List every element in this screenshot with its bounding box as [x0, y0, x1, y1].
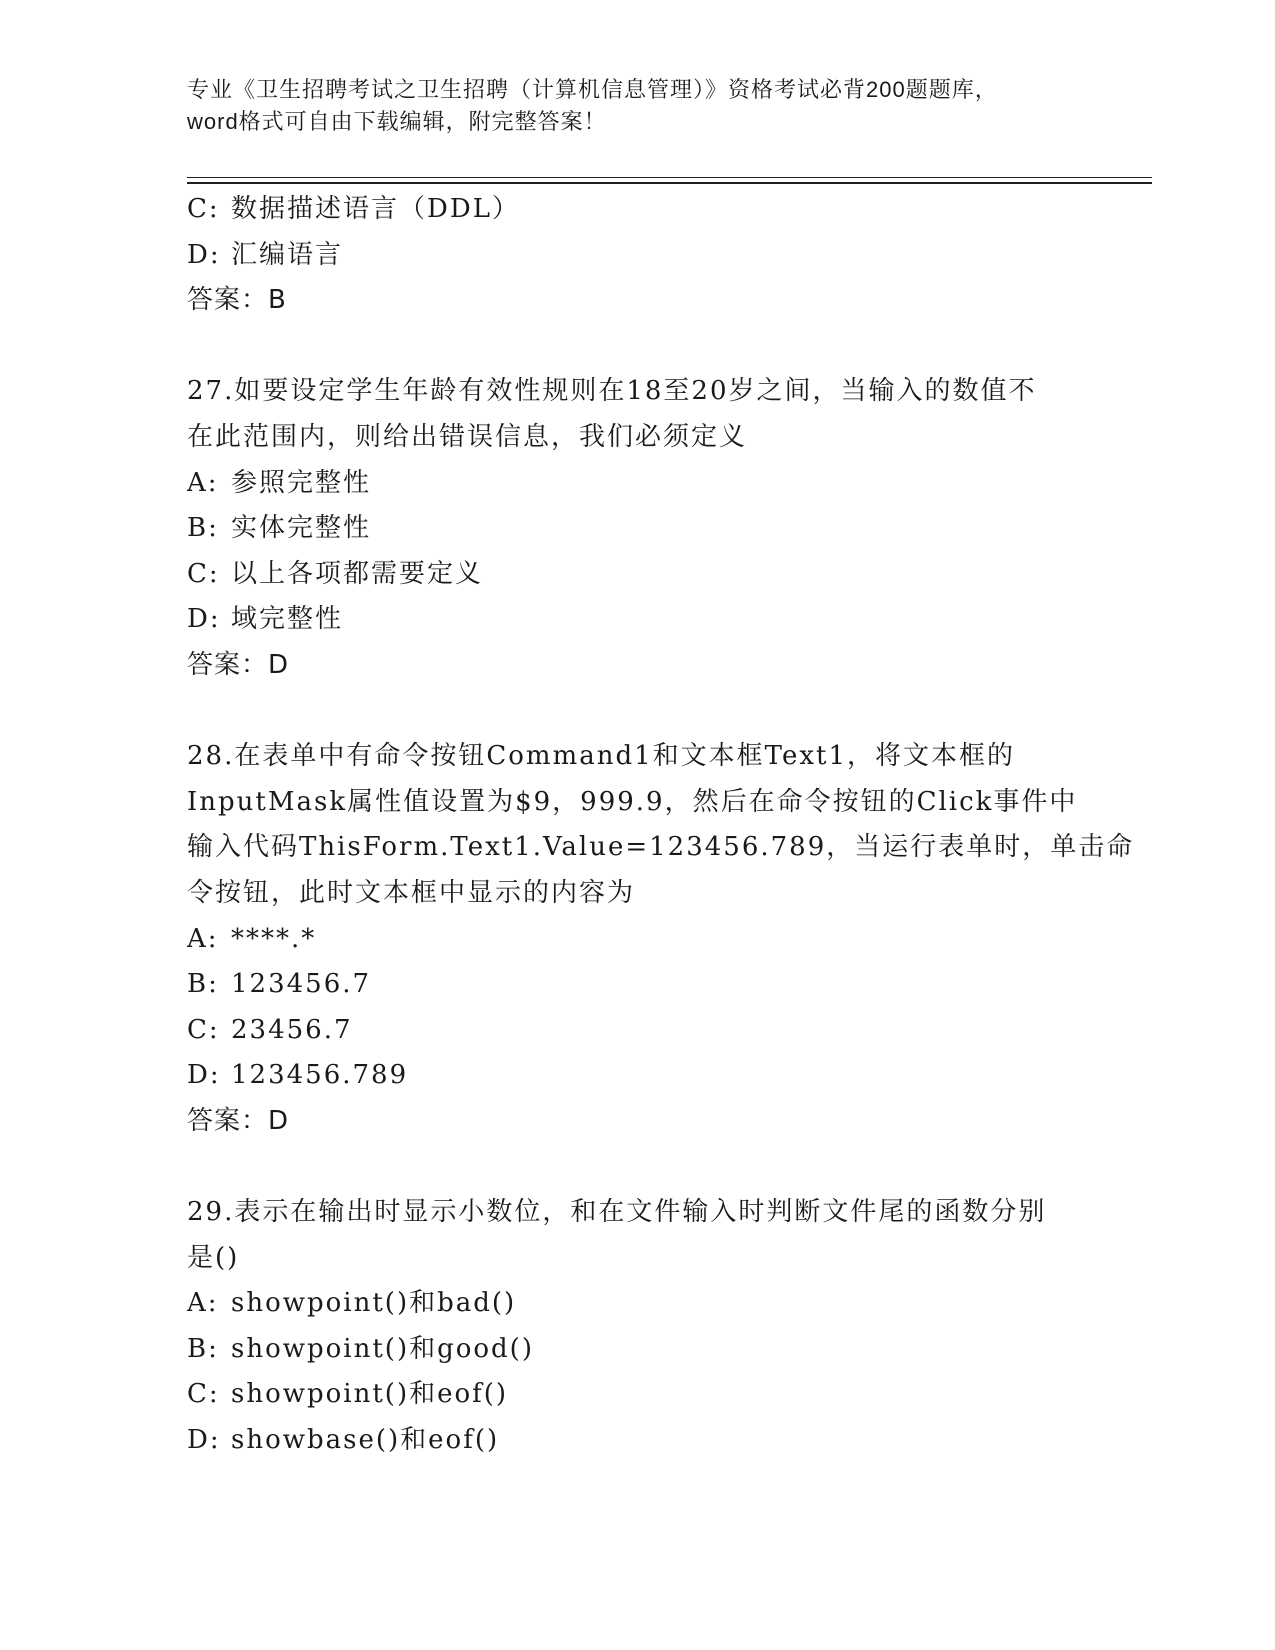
option-d: D: 123456.789: [187, 1060, 409, 1091]
option-c: C: 数据描述语言（DDL）: [187, 194, 520, 224]
header-divider-bottom: [187, 182, 1152, 184]
question-stem-line: 27.如要设定学生年龄有效性规则在18至20岁之间，当输入的数值不: [187, 376, 1037, 407]
header-line-2: word格式可自由下载编辑，附完整答案！: [187, 109, 607, 134]
question-29: [187, 1190, 1087, 1464]
answer-line: 答案：D: [187, 1105, 290, 1136]
option-a: A: 参照完整性: [187, 467, 372, 498]
question-stem-line: 28.在表单中有命令按钮Command1和文本框Text1，将文本框的: [187, 741, 1015, 772]
question-stem-line: InputMask属性值设置为$9，999.9，然后在命令按钮的Click事件中: [187, 786, 1078, 817]
header-divider-top: [187, 177, 1152, 178]
option-b: B: 123456.7: [187, 969, 372, 1000]
option-d: D: showbase()和eof(): [187, 1425, 500, 1456]
question-27: [187, 369, 1087, 688]
option-d: D: 汇编语言: [187, 239, 344, 270]
option-c: C: 以上各项都需要定义: [187, 558, 484, 589]
option-c: C: 23456.7: [187, 1014, 353, 1045]
option-c: C: showpoint()和eof(): [187, 1379, 509, 1410]
option-b: B: showpoint()和good(): [187, 1333, 534, 1364]
previous-question-tail: [187, 187, 1087, 324]
question-stem-line: 是(): [187, 1242, 240, 1273]
option-b: B: 实体完整性: [187, 513, 372, 544]
option-a: A: showpoint()和bad(): [187, 1288, 517, 1319]
option-a: A: ****.*: [187, 923, 317, 954]
header-line-1: 专业《卫生招聘考试之卫生招聘（计算机信息管理）》资格考试必背200题题库，: [187, 77, 998, 102]
option-d: D: 域完整性: [187, 604, 344, 635]
answer-line: 答案：B: [187, 285, 287, 316]
question-stem-line: 令按钮，此时文本框中显示的内容为: [187, 877, 636, 908]
question-stem-line: 在此范围内，则给出错误信息，我们必须定义: [187, 421, 748, 452]
question-28: [187, 734, 1135, 1144]
question-stem-line: 29.表示在输出时显示小数位，和在文件输入时判断文件尾的函数分别: [187, 1197, 1047, 1228]
document-header: [187, 74, 1087, 138]
question-stem-line: 输入代码ThisForm.Text1.Value=123456.789，当运行表单时，单击命: [187, 832, 1135, 863]
answer-line: 答案：D: [187, 649, 290, 680]
question-content: [187, 187, 1135, 1464]
